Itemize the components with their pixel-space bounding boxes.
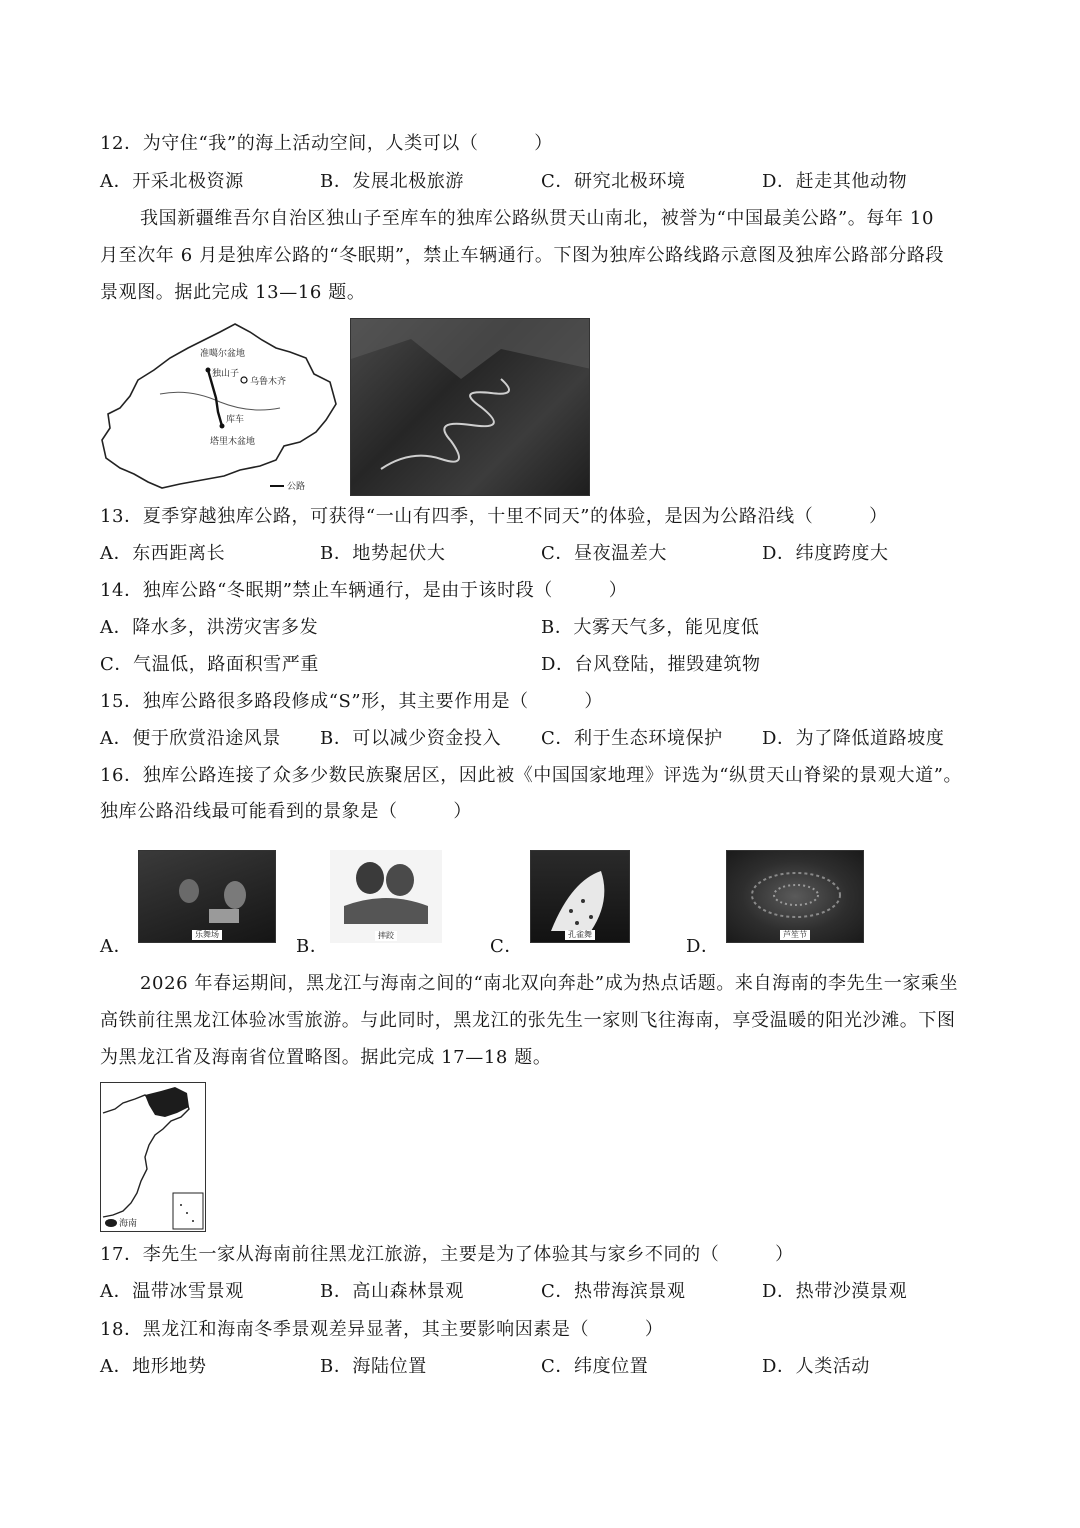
q16-caption-d: 芦笙节	[780, 930, 810, 940]
serpentine-road	[381, 379, 509, 469]
q16-caption-a: 乐舞场	[192, 930, 222, 940]
passage-13-16-line-3: 景观图。据此完成 13—16 题。	[100, 282, 366, 303]
china-location-map	[100, 1082, 206, 1232]
q18-option-a: A．地形地势	[100, 1356, 207, 1377]
q13-option-c: C．昼夜温差大	[541, 543, 667, 564]
q18-option-c: C．纬度位置	[541, 1356, 649, 1377]
kuqa-dot	[220, 424, 225, 429]
q12-option-b: B．发展北极旅游	[320, 171, 465, 192]
q15-option-b: B．可以减少资金投入	[320, 728, 502, 749]
q13-option-a: A．东西距离长	[100, 543, 226, 564]
q13-option-d: D．纬度跨度大	[762, 543, 889, 564]
q12-stem: 12．为守住“我”的海上活动空间，人类可以（ ）	[100, 133, 553, 154]
q16-option-d: D．	[686, 936, 720, 957]
q16-option-a: A．	[100, 936, 133, 957]
q13-option-b: B．地势起伏大	[320, 543, 446, 564]
festival-circle-outer	[752, 873, 840, 917]
q15-option-a: A．便于欣赏沿途风景	[100, 728, 281, 749]
q17-option-b: B．高山森林景观	[320, 1281, 465, 1302]
q15-option-d: D．为了降低道路坡度	[762, 728, 945, 749]
q15-option-c: C．利于生态环境保护	[541, 728, 723, 749]
map-label-hainan: 海南	[119, 1219, 138, 1229]
q16-option-b: B．	[296, 936, 329, 957]
legend-road-label: 公路	[287, 482, 306, 492]
skirt-dot-1	[569, 909, 573, 913]
q16-stem-line-1: 16．独库公路连接了众多少数民族聚居区，因此被《中国国家地理》评选为“纵贯天山脊梁的景观大道”。	[100, 765, 963, 786]
wrestlers-bodies	[344, 898, 428, 924]
passage-13-16-line-2: 月至次年 6 月是独库公路的“冬眠期”，禁止车辆通行。下图为独库公路线路示意图及独库公路部分路段	[100, 245, 945, 266]
q12-option-c: C．研究北极环境	[541, 171, 686, 192]
dancer-figure-a1	[179, 879, 199, 903]
q14-option-c: C．气温低，路面积雪严重	[100, 654, 319, 675]
heilongjiang-shape	[145, 1087, 189, 1117]
q16-image-c	[530, 850, 630, 943]
instrument-shape	[209, 909, 239, 923]
map-label-dushanzi: 独山子	[212, 369, 240, 379]
q16-caption-b: 摔跤	[375, 931, 397, 941]
q18-option-d: D．人类活动	[762, 1356, 871, 1377]
q18-stem: 18．黑龙江和海南冬季景观差异显著，其主要影响因素是（ ）	[100, 1319, 664, 1340]
skirt-dot-3	[589, 915, 593, 919]
wrestler-left	[356, 862, 384, 894]
q17-option-d: D．热带沙漠景观	[762, 1281, 908, 1302]
map-label-junggar: 准噶尔盆地	[200, 349, 246, 359]
q17-option-a: A．温带冰雪景观	[100, 1281, 244, 1302]
tianshan-line	[160, 392, 280, 410]
q17-stem: 17．李先生一家从海南前往黑龙江旅游，主要是为了体验其与家乡不同的（ ）	[100, 1244, 794, 1265]
dushanzi-dot	[206, 368, 211, 373]
q18-option-b: B．海陆位置	[320, 1356, 427, 1377]
q14-stem: 14．独库公路“冬眠期”禁止车辆通行，是由于该时段（ ）	[100, 580, 628, 601]
q16-image-b-svg	[330, 850, 442, 943]
wrestler-right	[386, 864, 414, 896]
inset-island-3	[192, 1220, 194, 1222]
festival-circle-inner	[774, 885, 818, 905]
mountain-ridge	[351, 319, 590, 379]
q16-caption-c: 孔雀舞	[565, 930, 595, 940]
passage-17-18-line-1: 2026 年春运期间，黑龙江与海南之间的“南北双向奔赴”成为热点话题。来自海南的李先生一家乘坐	[140, 973, 959, 994]
china-map-svg	[101, 1083, 206, 1232]
xinjiang-route-map	[100, 318, 340, 496]
q16-image-b	[330, 850, 442, 943]
q16-image-a	[138, 850, 276, 943]
passage-17-18-line-3: 为黑龙江省及海南省位置略图。据此完成 17—18 题。	[100, 1047, 552, 1068]
q15-stem: 15．独库公路很多路段修成“S”形，其主要作用是（ ）	[100, 691, 604, 712]
q17-option-c: C．热带海滨景观	[541, 1281, 686, 1302]
q14-option-a: A．降水多，洪涝灾害多发	[100, 617, 319, 638]
passage-13-16-line-1: 我国新疆维吾尔自治区独山子至库车的独库公路纵贯天山南北，被誉为“中国最美公路”。每年 10	[140, 208, 935, 229]
south-sea-inset	[173, 1193, 203, 1229]
inset-island-2	[186, 1212, 188, 1214]
q12-option-d: D．赶走其他动物	[762, 171, 908, 192]
map-label-tarim: 塔里木盆地	[210, 437, 256, 447]
inset-island-1	[180, 1204, 182, 1206]
q14-option-b: B．大雾天气多，能见度低	[541, 617, 760, 638]
q13-stem: 13．夏季穿越独库公路，可获得“一山有四季，十里不同天”的体验，是因为公路沿线（ ）	[100, 506, 888, 527]
passage-17-18-line-2: 高铁前往黑龙江体验冰雪旅游。与此同时，黑龙江的张先生一家则飞往海南，享受温暖的阳光沙滩。下图	[100, 1010, 956, 1031]
q14-option-d: D．台风登陆，摧毁建筑物	[541, 654, 761, 675]
skirt-dot-4	[575, 921, 579, 925]
dancer-figure-a2	[224, 881, 246, 909]
skirt-dot-2	[581, 899, 585, 903]
q16-option-c: C．	[490, 936, 523, 957]
hainan-shape	[105, 1219, 117, 1227]
map-label-kuqa: 库车	[226, 415, 245, 425]
road-photo-svg	[351, 319, 590, 496]
map-label-urumqi: 乌鲁木齐	[250, 377, 287, 387]
xinjiang-map-svg	[100, 318, 340, 496]
q12-option-a: A．开采北极资源	[100, 171, 244, 192]
q16-image-d	[726, 850, 864, 943]
dukou-road-photo	[350, 318, 590, 496]
urumqi-dot	[241, 377, 247, 383]
q16-stem-line-2: 独库公路沿线最可能看到的景象是（ ）	[100, 801, 472, 822]
